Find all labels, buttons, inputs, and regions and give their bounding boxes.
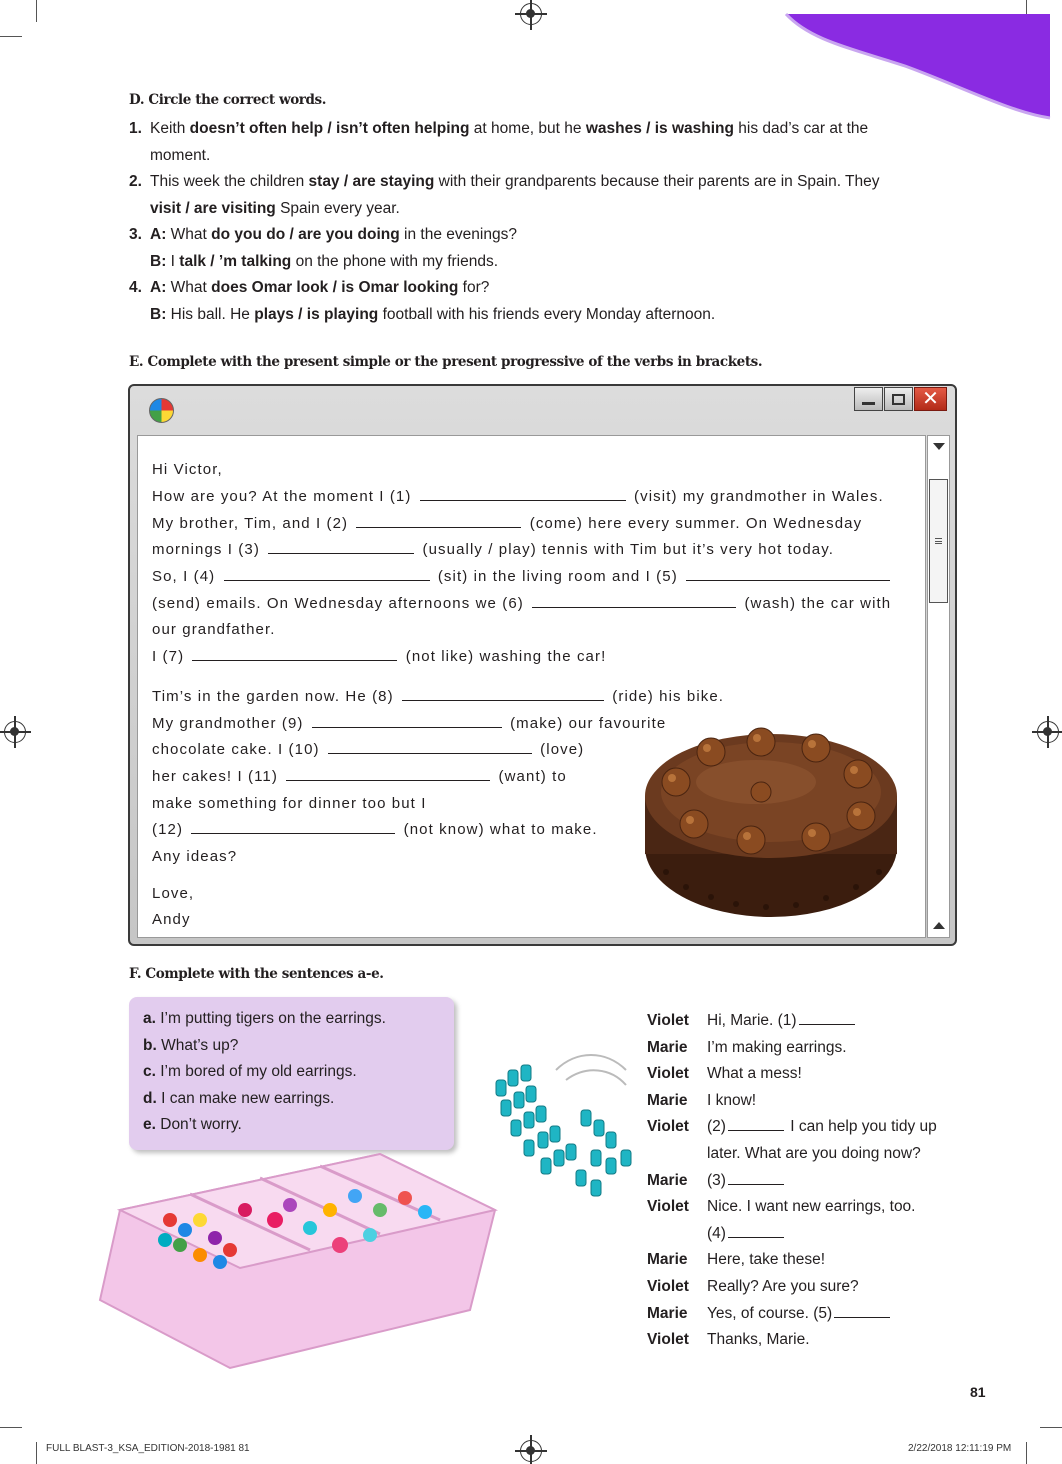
dialogue-text	[707, 1141, 967, 1168]
letter-text: (sit) in the living room and I (5)	[437, 568, 678, 585]
dialogue-line	[647, 1114, 967, 1141]
word-choice-option[interactable]: plays / is playing	[254, 305, 379, 323]
dialogue-line	[647, 1327, 967, 1354]
answer-blank[interactable]	[402, 688, 604, 701]
minimize-button[interactable]	[854, 387, 883, 411]
letter-text: chocolate cake. I (10)	[152, 741, 320, 758]
item-text: B:	[150, 252, 167, 270]
item-text: for?	[458, 279, 490, 296]
dialogue-text	[707, 1221, 967, 1248]
letter-line	[152, 768, 567, 785]
letter-text: So, I (4)	[152, 568, 216, 585]
letter-line	[152, 568, 893, 585]
window-controls	[853, 387, 947, 411]
dialogue-line	[647, 1221, 967, 1248]
letter-line: our grandfather.	[152, 621, 276, 638]
answer-blank[interactable]	[532, 595, 736, 608]
option-text: I’m putting tigers on the earrings.	[155, 1010, 386, 1027]
dialogue-line	[647, 1035, 967, 1062]
answer-blank[interactable]	[420, 488, 626, 501]
answer-blank[interactable]	[728, 1226, 784, 1238]
answer-blank[interactable]	[728, 1173, 784, 1185]
item-line	[150, 222, 959, 249]
option-text: I can make new earrings.	[156, 1089, 335, 1107]
speaker-name: Violet	[647, 1065, 689, 1083]
item-text: Spain every year.	[275, 199, 400, 217]
answer-blank[interactable]	[224, 568, 430, 581]
option-text: I’m bored of my old earrings.	[155, 1063, 357, 1080]
dialogue-text-part: Hi, Marie. (1)	[707, 1012, 797, 1029]
letter-text: (love)	[540, 741, 585, 758]
option-letter: d.	[143, 1089, 157, 1107]
dialogue-text-part: I can help you tidy up	[785, 1118, 937, 1136]
letter-signature: Andy	[152, 911, 191, 928]
answer-blank[interactable]	[192, 648, 397, 661]
dialogue-text-part: later. What are you doing now?	[707, 1144, 921, 1162]
item-text: football with his friends every Monday afternoon.	[378, 305, 716, 323]
answer-blank[interactable]	[328, 741, 532, 754]
item-text: on the phone with my friends.	[291, 252, 499, 270]
dialogue-line	[647, 1168, 967, 1195]
word-choice-option[interactable]: washes / is washing	[585, 120, 734, 137]
item-text: A:	[150, 279, 167, 296]
item-text: What	[166, 279, 212, 296]
dialogue-text	[707, 1247, 967, 1274]
letter-text: (12)	[152, 821, 184, 838]
page-number: 81	[970, 1384, 986, 1400]
item-line	[150, 275, 959, 302]
item-text: his dad’s car at the	[734, 120, 869, 137]
dialogue-text-part: Nice. I want new earrings, too.	[707, 1198, 916, 1216]
speaker-name: Marie	[647, 1091, 688, 1109]
sentence-option	[143, 1086, 454, 1113]
word-choice-option[interactable]: does Omar look / is Omar looking	[211, 279, 459, 296]
item-text: Keith	[150, 120, 190, 137]
word-choice-option[interactable]: stay / are staying	[308, 173, 435, 190]
item-number: 2.	[129, 173, 142, 190]
letter-line	[152, 541, 834, 558]
letter-text: (want) to	[498, 768, 567, 785]
letter-text: (visit) my grandmother in Wales.	[634, 488, 884, 505]
dialogue-text	[707, 1301, 967, 1328]
letter-text: Tim’s in the garden now. He (8)	[152, 688, 394, 705]
sentence-options-box	[129, 997, 454, 1150]
letter-text: How are you? At the moment I (1)	[152, 488, 412, 505]
letter-line: make something for dinner too but I	[152, 795, 427, 812]
item-text: What	[166, 226, 212, 243]
speaker-name: Violet	[647, 1198, 689, 1216]
dialogue-line	[647, 1301, 967, 1328]
item-text: I	[166, 252, 180, 270]
exercise-item	[129, 116, 959, 169]
letter-text: (send) emails. On Wednesday afternoons we (6)	[152, 595, 524, 612]
sentence-option	[143, 1059, 454, 1086]
dialogue-text-part: Yes, of course. (5)	[707, 1304, 833, 1322]
speaker-name	[647, 1221, 707, 1248]
section-e-title: E. Complete with the present simple or the present progressive of the verbs in brackets.	[129, 354, 763, 370]
item-text: This week the children	[150, 173, 309, 190]
answer-blank[interactable]	[268, 541, 414, 554]
speaker-name: Violet	[647, 1012, 689, 1029]
exercise-item	[129, 275, 959, 328]
word-choice-option[interactable]: do you do / are you doing	[211, 226, 400, 243]
dialogue-text-part: (2)	[707, 1118, 726, 1136]
letter-text: My brother, Tim, and I (2)	[152, 515, 349, 532]
dialogue-text-part: What a mess!	[707, 1065, 802, 1083]
sentence-option	[143, 1112, 454, 1139]
letter-text: My grandmother (9)	[152, 715, 304, 732]
letter-line	[152, 595, 891, 612]
letter-line	[152, 515, 862, 532]
print-footer-left: FULL BLAST-3_KSA_EDITION-2018-1981 81	[46, 1443, 250, 1454]
letter-closing: Love,	[152, 885, 195, 902]
answer-blank[interactable]	[686, 568, 890, 581]
dialogue-text	[707, 1008, 967, 1035]
speaker-name: Violet	[647, 1331, 689, 1349]
letter-line	[152, 488, 884, 505]
option-letter: a.	[143, 1010, 156, 1027]
dialogue-text	[707, 1327, 967, 1354]
letter-text: (make) our favourite	[510, 715, 667, 732]
letter-text: (usually / play) tennis with Tim but it’s very hot today.	[422, 541, 834, 558]
letter-text: her cakes! I (11)	[152, 768, 278, 785]
letter-line	[152, 688, 724, 705]
crop-mark	[1026, 1442, 1027, 1464]
item-text: B:	[150, 305, 167, 323]
letter-text: (wash) the car with	[744, 595, 892, 612]
crop-mark	[36, 1442, 37, 1464]
dialogue-text	[707, 1274, 967, 1301]
item-text: A:	[150, 226, 167, 243]
item-text: His ball. He	[166, 305, 255, 323]
item-line	[150, 143, 959, 170]
answer-blank[interactable]	[799, 1013, 855, 1025]
item-line	[150, 169, 959, 196]
crop-mark	[0, 1427, 22, 1428]
dialogue-text-part: Really? Are you sure?	[707, 1277, 859, 1295]
close-icon: ✕	[922, 388, 939, 410]
turquoise-earrings-image	[486, 1040, 646, 1210]
dialogue-text	[707, 1194, 967, 1221]
item-line	[150, 196, 959, 223]
letter-text: (not know) what to make.	[403, 821, 598, 838]
registration-mark-icon	[1037, 721, 1059, 743]
letter-text: I (7)	[152, 648, 185, 665]
option-letter: e.	[143, 1116, 156, 1133]
dialogue-text-part: Thanks, Marie.	[707, 1331, 810, 1349]
item-number: 3.	[129, 226, 142, 243]
sentence-option	[143, 1006, 454, 1033]
letter-text: mornings I (3)	[152, 541, 260, 558]
dialogue-line	[647, 1088, 967, 1115]
scroll-up-arrow-icon[interactable]	[933, 922, 945, 929]
answer-blank[interactable]	[191, 821, 395, 834]
maximize-icon	[892, 394, 905, 405]
dialogue-line	[647, 1194, 967, 1221]
item-text: at home, but he	[469, 120, 586, 137]
section-d-title: D. Circle the correct words.	[129, 92, 327, 108]
dialogue-line	[647, 1247, 967, 1274]
answer-blank[interactable]	[286, 768, 490, 781]
corner-tab-decoration	[0, 0, 1062, 130]
option-text: Don’t worry.	[155, 1116, 242, 1133]
app-logo-icon	[149, 398, 174, 423]
option-text: What’s up?	[156, 1036, 239, 1054]
grip-icon	[935, 538, 942, 544]
dialogue-line	[647, 1141, 967, 1168]
dialogue-text-part: I’m making earrings.	[707, 1038, 847, 1056]
speaker-name: Marie	[647, 1038, 688, 1056]
word-choice-option[interactable]: talk / ’m talking	[179, 252, 292, 270]
item-number: 1.	[129, 120, 142, 137]
dialogue-text	[707, 1168, 967, 1195]
item-line	[150, 116, 959, 143]
option-letter: b.	[143, 1036, 157, 1054]
letter-line	[152, 648, 606, 665]
section-d-list	[129, 116, 959, 328]
print-footer-right: 2/22/2018 12:11:19 PM	[908, 1443, 1012, 1454]
dialogue-text-part: I know!	[707, 1091, 757, 1109]
dialogue-text	[707, 1088, 967, 1115]
bead-box-image	[80, 1150, 500, 1370]
close-button[interactable]	[914, 387, 947, 411]
exercise-item	[129, 222, 959, 275]
speaker-name: Marie	[647, 1251, 688, 1269]
letter-line	[152, 741, 584, 758]
answer-blank[interactable]	[356, 515, 521, 528]
letter-text: (come) here every summer. On Wednesday	[529, 515, 863, 532]
word-choice-option[interactable]: doesn’t often help / isn’t often helping	[189, 120, 470, 137]
dialogue-text-part: (3)	[707, 1171, 726, 1189]
letter-text: (ride) his bike.	[612, 688, 725, 705]
minimize-icon	[862, 402, 875, 405]
dialogue-text-part: (4)	[707, 1224, 726, 1242]
dialogue-line	[647, 1008, 967, 1035]
dialogue-text	[707, 1061, 967, 1088]
scroll-thumb[interactable]	[929, 479, 948, 603]
item-line	[150, 302, 959, 329]
section-f-title: F. Complete with the sentences a-e.	[129, 966, 384, 982]
speaker-name: Violet	[647, 1118, 689, 1136]
item-text: moment.	[150, 146, 211, 164]
maximize-button[interactable]	[884, 387, 913, 411]
letter-line	[152, 821, 598, 838]
item-text: with their grandparents because their parents are in Spain. They	[434, 173, 880, 190]
answer-blank[interactable]	[834, 1306, 890, 1318]
speaker-name: Marie	[647, 1304, 688, 1322]
letter-greeting: Hi Victor,	[152, 461, 223, 478]
item-line	[150, 249, 959, 276]
dialogue	[647, 1008, 967, 1354]
dialogue-text	[707, 1114, 967, 1141]
dialogue-line	[647, 1061, 967, 1088]
item-number: 4.	[129, 279, 142, 296]
sentence-option	[143, 1033, 454, 1060]
word-choice-option[interactable]: visit / are visiting	[150, 199, 276, 217]
letter-text: (not like) washing the car!	[405, 648, 607, 665]
scroll-down-arrow-icon[interactable]	[933, 443, 945, 450]
exercise-item	[129, 169, 959, 222]
registration-mark-icon	[520, 1440, 542, 1462]
dialogue-text	[707, 1035, 967, 1062]
speaker-name	[647, 1141, 707, 1168]
vertical-scrollbar[interactable]	[927, 435, 950, 938]
option-letter: c.	[143, 1063, 156, 1080]
answer-blank[interactable]	[312, 715, 502, 728]
letter-line: Any ideas?	[152, 848, 238, 865]
item-text: in the evenings?	[399, 226, 517, 243]
dialogue-line	[647, 1274, 967, 1301]
registration-mark-icon	[4, 721, 26, 743]
dialogue-text-part: Here, take these!	[707, 1251, 826, 1269]
letter-line	[152, 715, 666, 732]
answer-blank[interactable]	[728, 1119, 784, 1131]
speaker-name: Violet	[647, 1277, 689, 1295]
speaker-name: Marie	[647, 1171, 688, 1189]
crop-mark	[1040, 1427, 1062, 1428]
chocolate-cake-image	[636, 712, 906, 924]
